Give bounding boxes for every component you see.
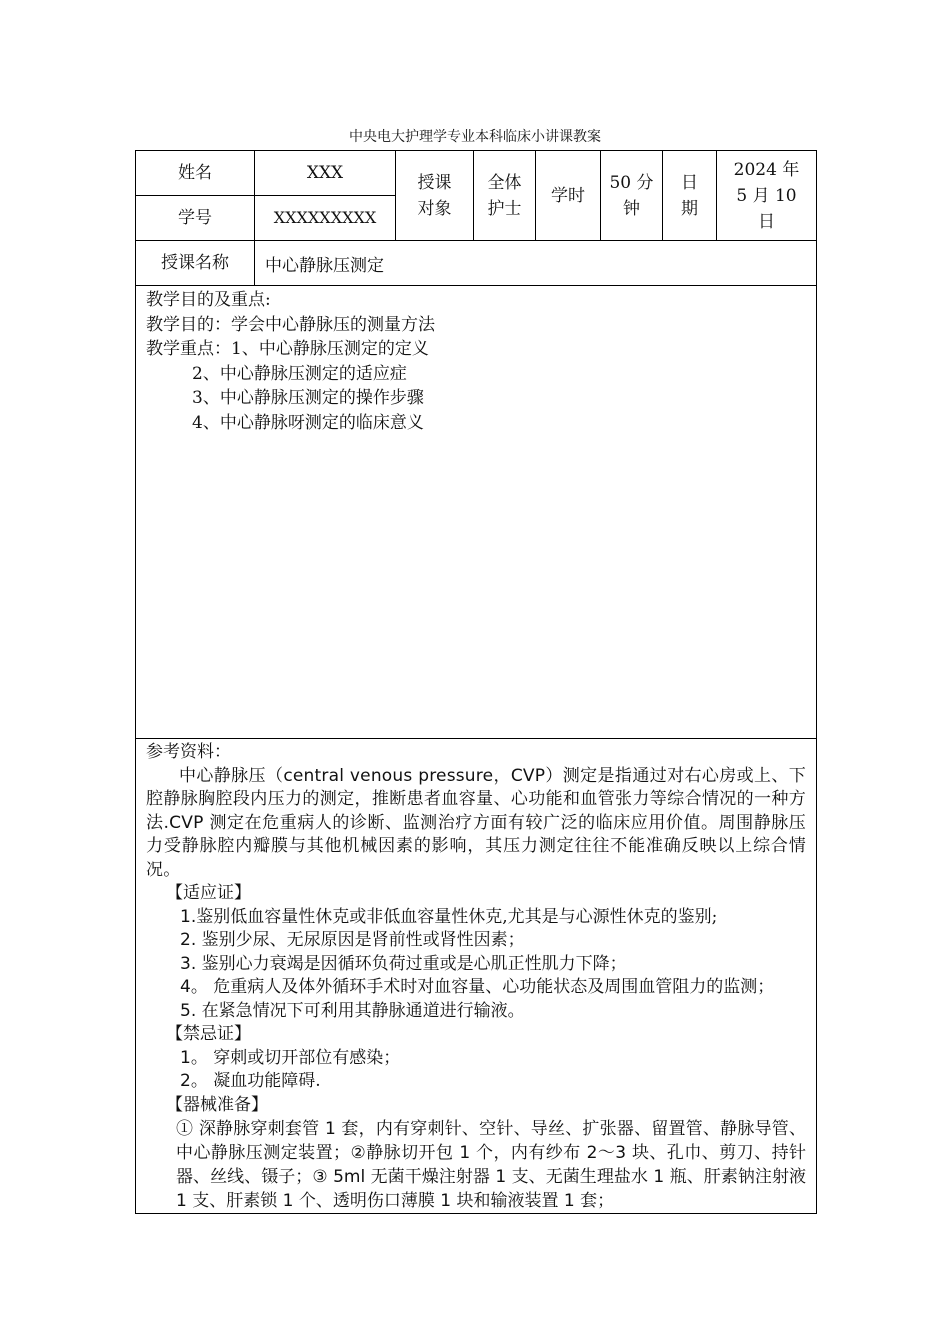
course-label: 授课名称 xyxy=(136,241,255,286)
equipment-text: ① 深静脉穿刺套管 1 套，内有穿刺针、空针、导丝、扩张器、留置管、静脉导管、中心静脉压测定装置；②静脉切开包 1 个，内有纱布 2～3 块、孔巾、剪刀、持针器、丝线、镊子；③ 5ml 无菌干燥注射器 1 支、无菌生理盐水 1 瓶、肝素钠注射液 1 支、肝素锁 1 个、透明伤口薄膜 1 块和输液装置 1 套； xyxy=(176,1119,807,1211)
objective-key-2: 2、中心静脉压测定的适应症 xyxy=(192,363,407,384)
name-label: 姓名 xyxy=(136,151,255,196)
objective-key-1: 教学重点：1、中心静脉压测定的定义 xyxy=(146,339,429,359)
hours-value: 50 分钟 xyxy=(601,151,663,241)
reference-section xyxy=(136,739,817,1214)
reference-heading: 参考资料： xyxy=(146,742,231,762)
lesson-plan-table xyxy=(135,150,817,1214)
objective-purpose: 教学目的：学会中心静脉压的测量方法 xyxy=(146,314,435,335)
contraindications-title: 【禁忌证】 xyxy=(166,1024,251,1044)
date-value: 2024 年 5 月 10 日 xyxy=(717,151,817,241)
contraindication-item: 2。 凝血功能障碍. xyxy=(180,1071,321,1091)
date-label: 日期 xyxy=(663,151,717,241)
course-value: 中心静脉压测定 xyxy=(255,241,817,286)
objectives-section xyxy=(136,286,817,739)
id-value: XXXXXXXXX xyxy=(255,196,396,241)
objective-key-4: 4、中心静脉呀测定的临床意义 xyxy=(192,412,424,433)
indication-item: 4。 危重病人及体外循环手术时对血容量、心功能状态及周围血管阻力的监测； xyxy=(180,977,775,997)
document-title: 中央电大护理学专业本科临床小讲课教案 xyxy=(349,129,601,145)
reference-intro: 中心静脉压（central venous pressure，CVP）测定是指通过对右心房或上、下腔静脉胸腔段内压力的测定，推断患者血容量、心功能和血管张力等综合情况的一种方法.CVP 测定在危重病人的诊断、监测治疗方面有较广泛的临床应用价值。周围静脉压力受静脉腔内瓣膜与其他机械因素的影响，其压力测定往往不能准确反映以上综合情况。 xyxy=(146,765,807,880)
contraindication-item: 1。 穿刺或切开部位有感染； xyxy=(180,1047,401,1068)
indication-item: 2. 鉴别少尿、无尿原因是肾前性或肾性因素； xyxy=(180,930,525,950)
name-value: XXX xyxy=(255,151,396,196)
indication-item: 5. 在紧急情况下可利用其静脉通道进行输液。 xyxy=(180,1000,525,1021)
audience-value: 全体护士 xyxy=(474,151,536,241)
id-label: 学号 xyxy=(136,196,255,241)
hours-label: 学时 xyxy=(536,151,601,241)
indications-title: 【适应证】 xyxy=(166,883,251,903)
indication-item: 1.鉴别低血容量性休克或非低血容量性休克,尤其是与心源性休克的鉴别; xyxy=(180,906,718,927)
audience-label: 授课对象 xyxy=(396,151,474,241)
objective-key-3: 3、中心静脉压测定的操作步骤 xyxy=(192,388,424,408)
equipment-title: 【器械准备】 xyxy=(166,1094,268,1115)
indication-item: 3. 鉴别心力衰竭是因循环负荷过重或是心肌正性肌力下降； xyxy=(180,953,627,974)
objectives-heading: 教学目的及重点: xyxy=(146,290,271,310)
